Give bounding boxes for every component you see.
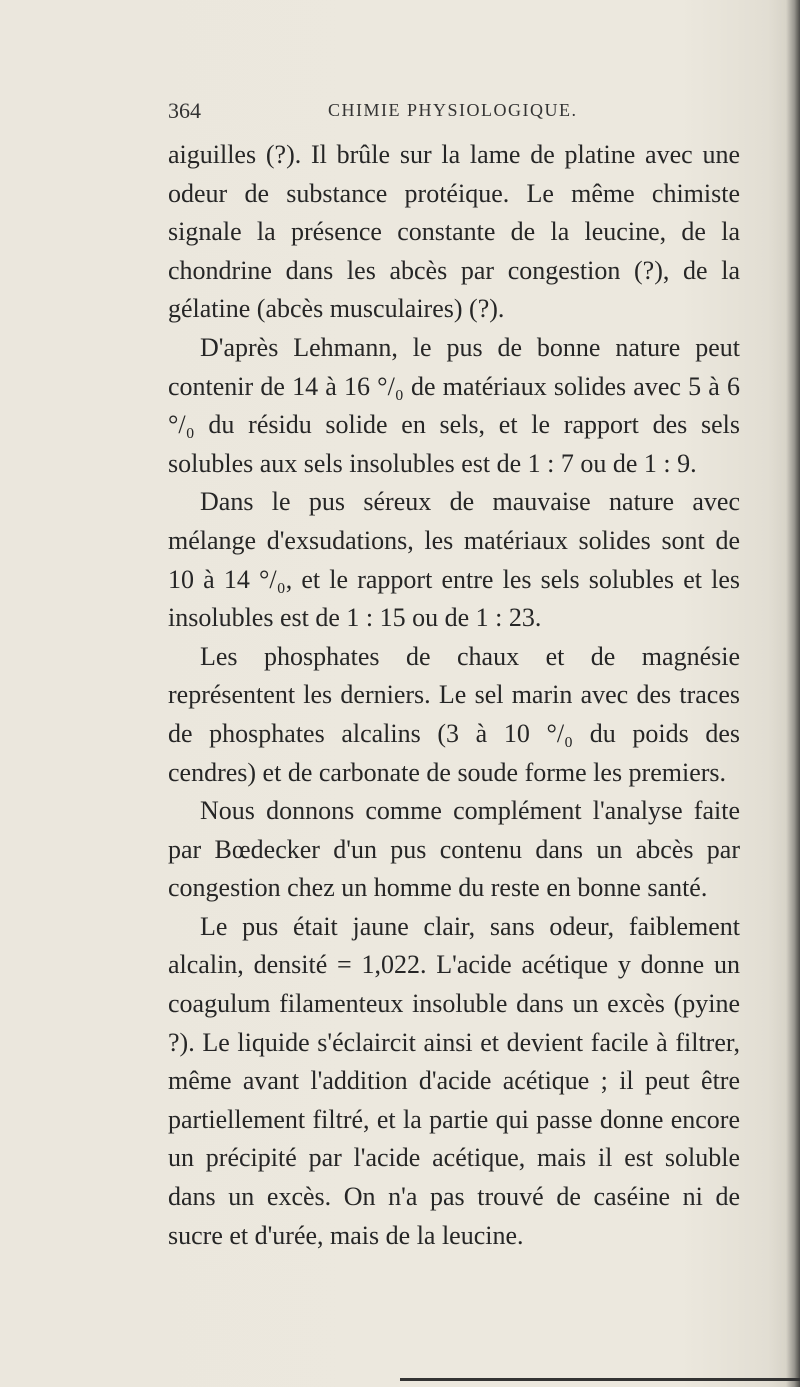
paragraph-2: D'après Lehmann, le pus de bonne nature peut contenir de 14 à 16 °/₀ de matériaux solides avec 5 à 6 °/₀ du résidu solide en sels, et le rapport des sels solubles aux sels insolubles est de 1 : 7 ou de 1 : 9. (168, 332, 740, 478)
body-text (168, 136, 740, 1255)
page-edge-shadow (786, 0, 800, 1387)
paragraph-5: Nous donnons comme complément l'analyse faite par Bœdecker d'un pus contenu dans un abcès par congestion chez un homme du reste en bonne santé. (168, 796, 740, 903)
running-head: CHIMIE PHYSIOLOGIQUE. (328, 100, 578, 120)
paragraph-6: Le pus était jaune clair, sans odeur, faiblement alcalin, densité = 1,022. L'acide acétique y donne un coagulum filamenteux insoluble dans un excès (pyine ?). Le liquide s'éclaircit ainsi et devient facile à filtrer, même avant l'addition d'acide acétique ; il peut être partiellement filtré, et la partie qui passe donne encore un précipité par l'acide acétique, mais il est soluble dans un excès. On n'a pas trouvé de caséine ni de sucre et d'urée, mais de la leucine. (168, 911, 740, 1250)
paragraph-3: Dans le pus séreux de mauvaise nature avec mélange d'exsudations, les matériaux solides sont de 10 à 14 °/₀, et le rapport entre les sels solubles et les insolubles est de 1 : 15 ou de 1 : 23. (168, 487, 740, 633)
paragraph-1: aiguilles (?). Il brûle sur la lame de platine avec une odeur de substance protéique. Le même chimiste signale la présence constante de la leucine, de la chondrine dans les abcès par congestion (?), de la gélatine (abcès musculaires) (?). (168, 140, 740, 324)
paragraph-4: Les phosphates de chaux et de magnésie représentent les derniers. Le sel marin avec des traces de phosphates alcalins (3 à 10 °/₀ du poids des cendres) et de carbonate de soude forme les premiers. (168, 641, 740, 787)
page-header (168, 98, 728, 128)
bottom-edge-rule (400, 1378, 800, 1381)
page-number: 364 (168, 98, 201, 123)
